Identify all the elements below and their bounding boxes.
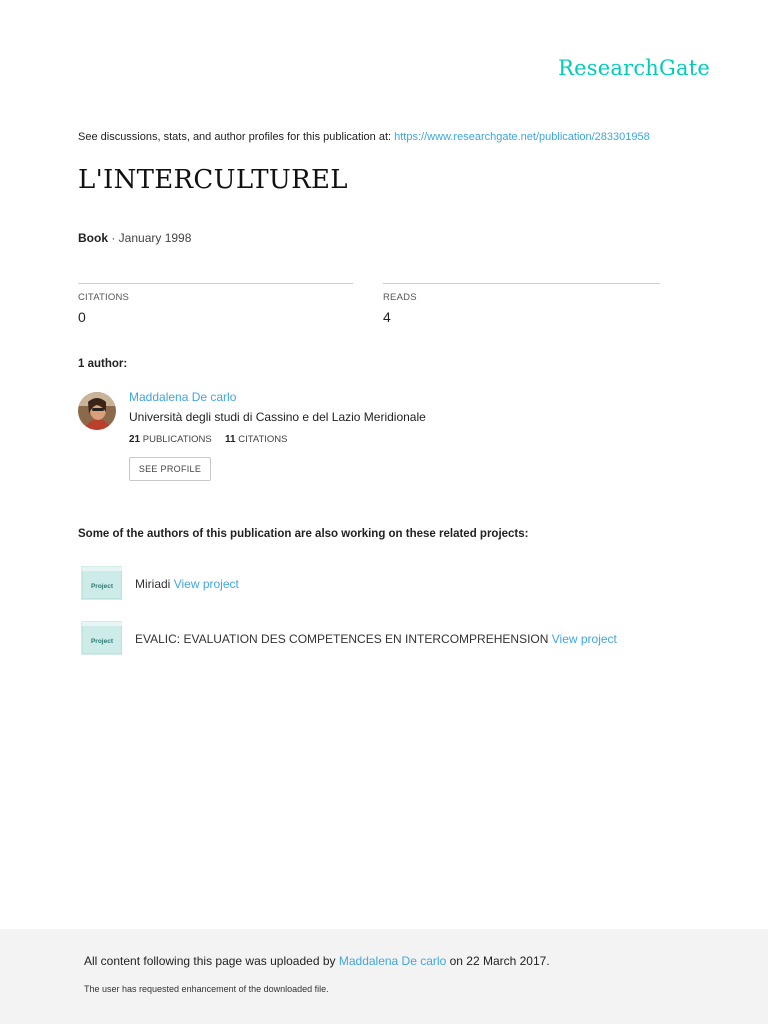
author-citations-count: 11	[225, 434, 236, 445]
citations-value: 0	[78, 309, 86, 325]
author-publications-count: 21	[129, 434, 141, 445]
discussion-prefix: See discussions, stats, and author profiles for this publication at:	[78, 131, 392, 143]
project-icon[interactable]	[80, 621, 122, 660]
view-project-link[interactable]: View project	[551, 632, 617, 646]
upload-note	[84, 954, 550, 968]
project-icon-label: Project	[90, 638, 114, 645]
publication-url-link[interactable]: https://www.researchgate.net/publication/283301958	[394, 131, 650, 143]
upload-suffix: on 22 March 2017.	[449, 954, 550, 968]
meta-separator: ·	[108, 231, 119, 245]
author-name-link[interactable]: Maddalena De carlo	[129, 390, 237, 404]
authors-heading: 1 author:	[78, 358, 128, 370]
author-institution: Università degli studi di Cassino e del Lazio Meridionale	[129, 410, 426, 424]
author-stats	[129, 434, 288, 445]
view-project-link[interactable]: View project	[173, 577, 239, 591]
reads-value: 4	[383, 309, 391, 325]
publication-date: January 1998	[118, 231, 192, 245]
project-item	[135, 577, 239, 591]
related-projects-heading: Some of the authors of this publication are also working on these related projects:	[78, 528, 529, 540]
citations-label: CITATIONS	[78, 292, 130, 303]
reads-divider	[383, 283, 660, 284]
publication-title: L'INTERCULTUREL	[78, 165, 348, 195]
uploader-link[interactable]: Maddalena De carlo	[338, 954, 447, 968]
citations-divider	[78, 283, 353, 284]
project-name: Miriadi	[135, 577, 171, 591]
reads-label: READS	[383, 292, 417, 303]
footer-panel	[0, 929, 768, 1024]
discussion-line	[78, 131, 650, 143]
project-name: EVALIC: EVALUATION DES COMPETENCES EN INTERCOMPREHENSION	[135, 632, 549, 646]
publication-meta	[78, 231, 191, 245]
enhancement-note: The user has requested enhancement of the downloaded file.	[84, 984, 329, 994]
author-publications-label: PUBLICATIONS	[142, 434, 212, 445]
researchgate-logo[interactable]: ResearchGate	[558, 56, 710, 80]
project-icon-label: Project	[90, 583, 114, 590]
project-item	[135, 632, 617, 646]
upload-prefix: All content following this page was uploaded by	[84, 954, 336, 968]
project-icon[interactable]	[80, 566, 122, 605]
author-avatar[interactable]	[78, 392, 116, 430]
see-profile-button[interactable]: SEE PROFILE	[129, 457, 211, 481]
publication-type: Book	[78, 231, 108, 245]
author-citations-label: CITATIONS	[238, 434, 288, 445]
